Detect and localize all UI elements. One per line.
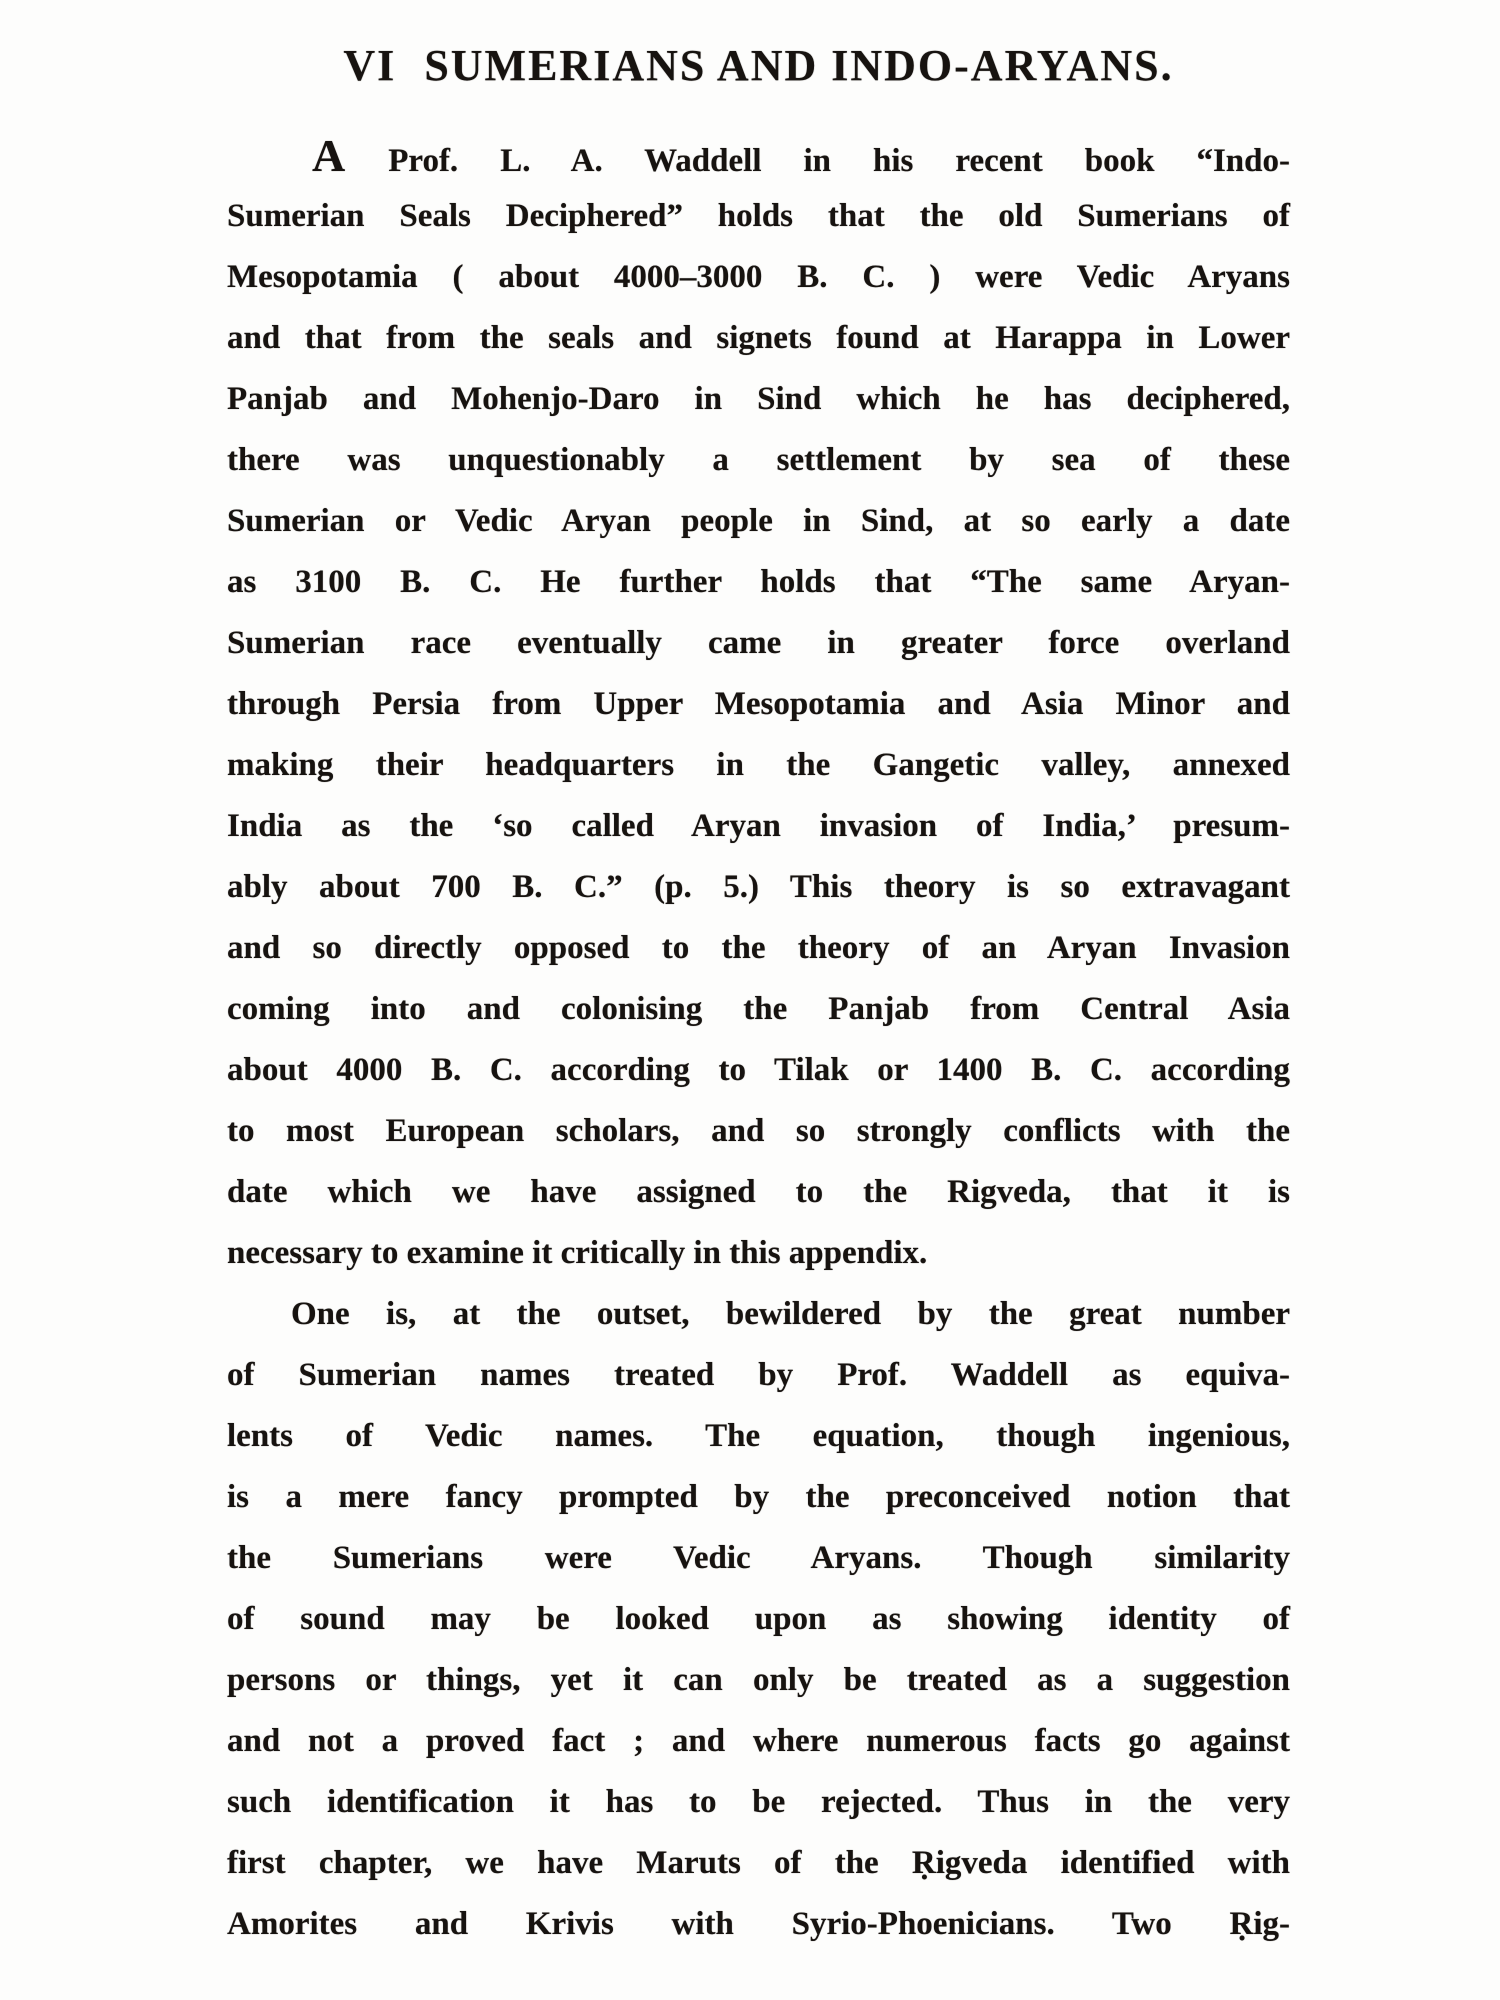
text-line: such identification it has to be rejected. Thus in the very: [227, 1784, 1290, 1820]
text-line: and that from the seals and signets found at Harappa in Lower: [227, 320, 1290, 356]
text-line: is a mere fancy prompted by the preconceived notion that: [227, 1479, 1290, 1515]
chapter-title: SUMERIANS AND INDO-ARYANS.: [424, 41, 1174, 90]
text-line: [227, 125, 1290, 186]
text-line: of Sumerian names treated by Prof. Waddell as equiva-: [227, 1357, 1290, 1393]
text-line: Sumerian Seals Deciphered” holds that the old Sumerians of: [227, 198, 1290, 234]
text-line: date which we have assigned to the Rigveda, that it is: [227, 1174, 1290, 1210]
text-line: first chapter, we have Maruts of the Ṛigveda identified with: [227, 1845, 1290, 1881]
text-line: of sound may be looked upon as showing identity of: [227, 1601, 1290, 1637]
text-line: Amorites and Krivis with Syrio-Phoenicians. Two Ṛig-: [227, 1906, 1290, 1942]
page-title: [227, 40, 1290, 91]
text-line: there was unquestionably a settlement by sea of these: [227, 442, 1290, 478]
text-line: to most European scholars, and so strongly conflicts with the: [227, 1113, 1290, 1149]
text-line: and so directly opposed to the theory of an Aryan Invasion: [227, 930, 1290, 966]
text-line: the Sumerians were Vedic Aryans. Though similarity: [227, 1540, 1290, 1576]
text-line: making their headquarters in the Gangetic valley, annexed: [227, 747, 1290, 783]
text-line: One is, at the outset, bewildered by the great number: [291, 1296, 1290, 1332]
lead-initial: A: [312, 130, 347, 181]
text-line: as 3100 B. C. He further holds that “The same Aryan-: [227, 564, 1290, 600]
text-line: Sumerian race eventually came in greater force overland: [227, 625, 1290, 661]
text-line: India as the ‘so called Aryan invasion of India,’ presum-: [227, 808, 1290, 844]
text-line: through Persia from Upper Mesopotamia and Asia Minor and: [227, 686, 1290, 722]
text-line: persons or things, yet it can only be treated as a suggestion: [227, 1662, 1290, 1698]
text-line: lents of Vedic names. The equation, though ingenious,: [227, 1418, 1290, 1454]
text-line: Sumerian or Vedic Aryan people in Sind, at so early a date: [227, 503, 1290, 539]
page-body: [227, 125, 1290, 1955]
line-text: Prof. L. A. Waddell in his recent book “Indo-: [388, 143, 1290, 179]
chapter-number: VI: [343, 41, 397, 90]
text-line: and not a proved fact ; and where numerous facts go against: [227, 1723, 1290, 1759]
text-line: coming into and colonising the Panjab from Central Asia: [227, 991, 1290, 1027]
text-line: about 4000 B. C. according to Tilak or 1400 B. C. according: [227, 1052, 1290, 1088]
text-line: Panjab and Mohenjo-Daro in Sind which he has deciphered,: [227, 381, 1290, 417]
text-line: necessary to examine it critically in this appendix.: [227, 1235, 928, 1271]
text-line: ably about 700 B. C.” (p. 5.) This theory is so extravagant: [227, 869, 1290, 905]
text-line: Mesopotamia ( about 4000–3000 B. C. ) were Vedic Aryans: [227, 259, 1290, 295]
